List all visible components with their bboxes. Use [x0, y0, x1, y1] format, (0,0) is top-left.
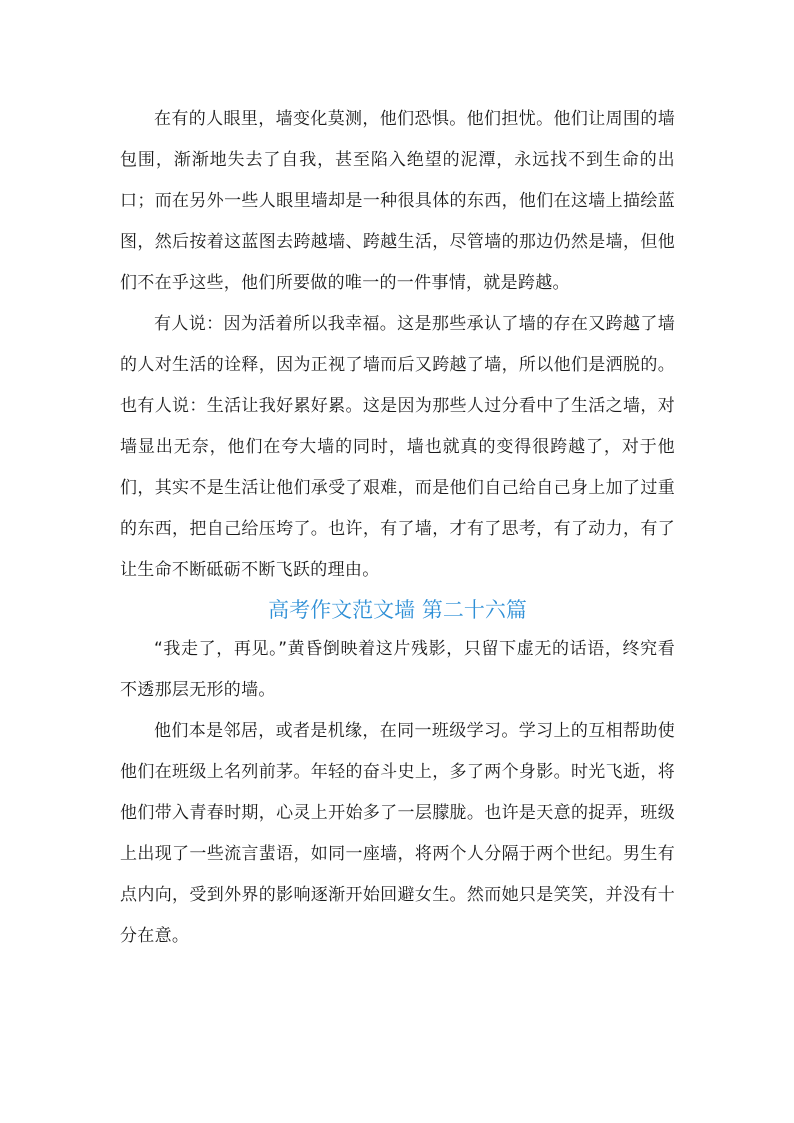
paragraph: “我走了，再见。”黄昏倒映着这片残影，只留下虚无的话语，终究看不透那层无形的墙。 [120, 639, 675, 700]
paragraph: 在有的人眼里，墙变化莫测，他们恐惧。他们担忧。他们让周围的墙包围，渐渐地失去了自我，甚至陷入绝望的泥潭，永远找不到生命的出口；而在另外一些人眼里墙却是一种很具体的东西，他们在这墙上描绘蓝图，然后按着这蓝图去跨越墙、跨越生活，尽管墙的那边仍然是墙，但他们不在乎这些，他们所要做的唯一的一件事情，就是跨越。 [120, 109, 675, 293]
paragraph: 他们本是邻居，或者是机缘，在同一班级学习。学习上的互相帮助使他们在班级上名列前茅。年轻的奋斗史上，多了两个身影。时光飞逝，将他们带入青春时期，心灵上开始多了一层朦胧。也许是天意的捉弄，班级上出现了一些流言蜚语，如同一座墙，将两个人分隔于两个世纪。男生有点内向，受到外界的影响逐渐开始回避女生。然而她只是笑笑，并没有十分在意。 [120, 721, 675, 946]
document-body [120, 99, 675, 957]
paragraph: 有人说：因为活着所以我幸福。这是那些承认了墙的存在又跨越了墙的人对生活的诠释，因为正视了墙而后又跨越了墙，所以他们是洒脱的。也有人说：生活让我好累好累。这是因为那些人过分看中了生活之墙，对墙显出无奈，他们在夸大墙的同时，墙也就真的变得很跨越了，对于他们，其实不是生活让他们承受了艰难，而是他们自己给自己身上加了过重的东西，把自己给压垮了。也许，有了墙，才有了思考，有了动力，有了让生命不断砥砺不断飞跃的理由。 [120, 314, 675, 580]
section-heading: 高考作文范文墙 第二十六篇 [268, 598, 527, 622]
